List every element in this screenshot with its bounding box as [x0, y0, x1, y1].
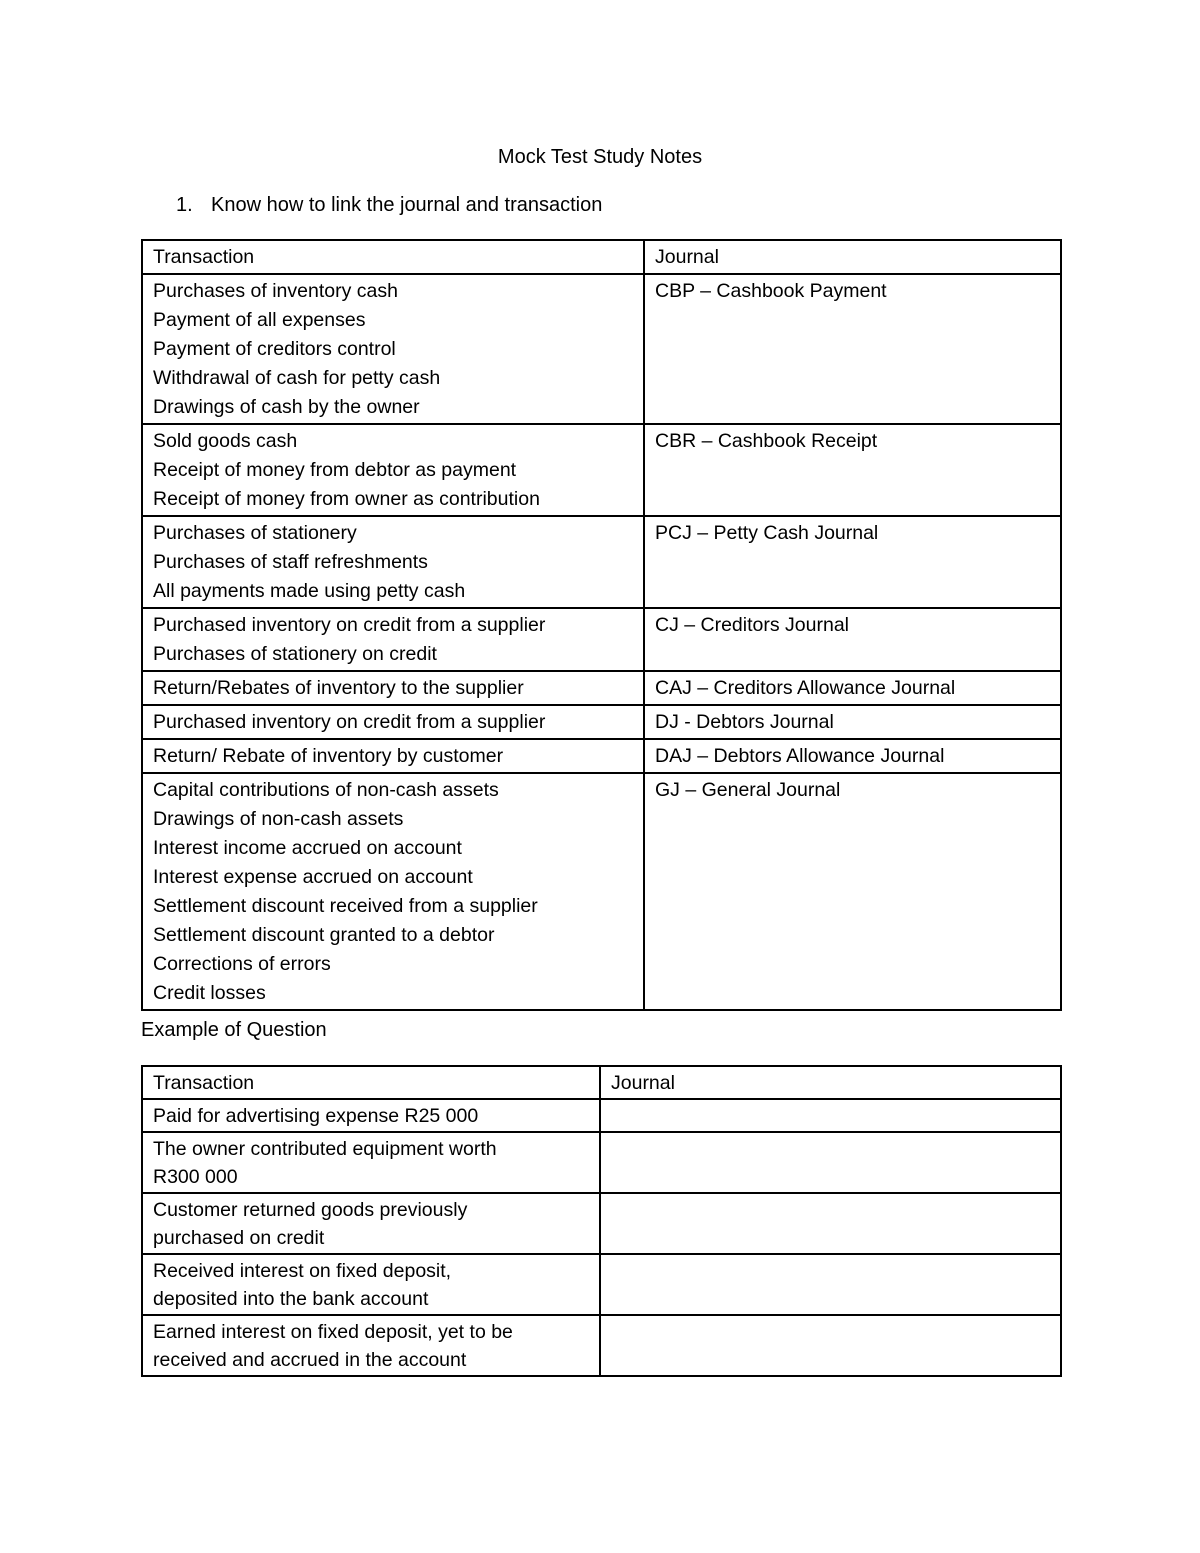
transaction-cell [142, 705, 644, 739]
table-row [142, 424, 1061, 516]
transaction-line: Payment of creditors control [153, 338, 396, 360]
transaction-line: Return/ Rebate of inventory by customer [153, 745, 504, 767]
transaction-line: Settlement discount received from a supplier [153, 895, 538, 917]
transaction-line: deposited into the bank account [153, 1288, 429, 1310]
table-row [142, 1132, 1061, 1193]
transaction-line: Payment of all expenses [153, 309, 366, 331]
journal-cell: CBP – Cashbook Payment [644, 274, 1061, 424]
transaction-line: purchased on credit [153, 1227, 325, 1249]
transaction-cell [142, 739, 644, 773]
transaction-cell [142, 516, 644, 608]
table-row [142, 739, 1061, 773]
transaction-line: Received interest on fixed deposit, [153, 1260, 452, 1282]
transaction-line: Return/Rebates of inventory to the supplier [153, 677, 524, 699]
list-item-text: Know how to link the journal and transaction [211, 194, 603, 216]
transaction-cell [142, 1254, 600, 1315]
table-row [142, 705, 1061, 739]
transaction-line: Purchases of inventory cash [153, 280, 398, 302]
transaction-cell [142, 1193, 600, 1254]
transaction-line: received and accrued in the account [153, 1349, 467, 1371]
header-journal: Journal [600, 1066, 1061, 1099]
transaction-line: Purchases of stationery [153, 522, 357, 544]
header-transaction: Transaction [142, 240, 644, 274]
transaction-line: Credit losses [153, 982, 266, 1004]
transaction-line: Purchases of staff refreshments [153, 551, 428, 573]
journal-cell: CAJ – Creditors Allowance Journal [644, 671, 1061, 705]
journal-answer-cell[interactable] [600, 1315, 1061, 1376]
transaction-cell [142, 1132, 600, 1193]
transaction-line: All payments made using petty cash [153, 580, 466, 602]
table-header-row [142, 1066, 1061, 1099]
transaction-line: Drawings of cash by the owner [153, 396, 420, 418]
transaction-cell [142, 274, 644, 424]
header-journal: Journal [644, 240, 1061, 274]
journal-cell: CBR – Cashbook Receipt [644, 424, 1061, 516]
table-row [142, 1315, 1061, 1376]
transaction-line: Receipt of money from owner as contribution [153, 488, 540, 510]
transaction-line: Earned interest on fixed deposit, yet to be [153, 1321, 513, 1343]
transaction-line: The owner contributed equipment worth [153, 1138, 497, 1160]
transaction-line: Receipt of money from debtor as payment [153, 459, 517, 481]
example-question-table [141, 1065, 1062, 1377]
transaction-line: Interest expense accrued on account [153, 866, 473, 888]
table-row [142, 773, 1061, 1010]
transaction-line: Interest income accrued on account [153, 837, 462, 859]
transaction-line: Sold goods cash [153, 430, 298, 452]
transaction-line: Capital contributions of non-cash assets [153, 779, 499, 801]
example-heading: Example of Question [141, 1019, 327, 1041]
transaction-cell [142, 1099, 600, 1132]
journal-cell: PCJ – Petty Cash Journal [644, 516, 1061, 608]
transaction-cell [142, 773, 644, 1010]
transaction-line: Settlement discount granted to a debtor [153, 924, 495, 946]
table-row [142, 1254, 1061, 1315]
transaction-line: Purchased inventory on credit from a supplier [153, 614, 546, 636]
transaction-line: Paid for advertising expense R25 000 [153, 1105, 479, 1127]
table-row [142, 671, 1061, 705]
transaction-line: Drawings of non-cash assets [153, 808, 404, 830]
table-row [142, 1193, 1061, 1254]
transaction-line: Corrections of errors [153, 953, 331, 975]
journal-answer-cell[interactable] [600, 1099, 1061, 1132]
journal-cell: GJ – General Journal [644, 773, 1061, 1010]
table-row [142, 608, 1061, 671]
journal-cell: DAJ – Debtors Allowance Journal [644, 739, 1061, 773]
header-transaction: Transaction [142, 1066, 600, 1099]
journal-answer-cell[interactable] [600, 1254, 1061, 1315]
transaction-line: Withdrawal of cash for petty cash [153, 367, 441, 389]
transaction-cell [142, 424, 644, 516]
transaction-line: Purchased inventory on credit from a supplier [153, 711, 546, 733]
transaction-cell [142, 671, 644, 705]
table-row [142, 274, 1061, 424]
list-number: 1. [176, 194, 193, 216]
page-title: Mock Test Study Notes [497, 146, 703, 168]
transaction-cell [142, 1315, 600, 1376]
section-1-heading [176, 192, 602, 218]
journal-answer-cell[interactable] [600, 1193, 1061, 1254]
transaction-cell [142, 608, 644, 671]
journal-cell: DJ - Debtors Journal [644, 705, 1061, 739]
table-row [142, 1099, 1061, 1132]
journal-mapping-table [141, 239, 1062, 1011]
transaction-line: Customer returned goods previously [153, 1199, 468, 1221]
journal-cell: CJ – Creditors Journal [644, 608, 1061, 671]
transaction-line: R300 000 [153, 1166, 238, 1188]
journal-answer-cell[interactable] [600, 1132, 1061, 1193]
table-row [142, 516, 1061, 608]
transaction-line: Purchases of stationery on credit [153, 643, 437, 665]
table-header-row [142, 240, 1061, 274]
